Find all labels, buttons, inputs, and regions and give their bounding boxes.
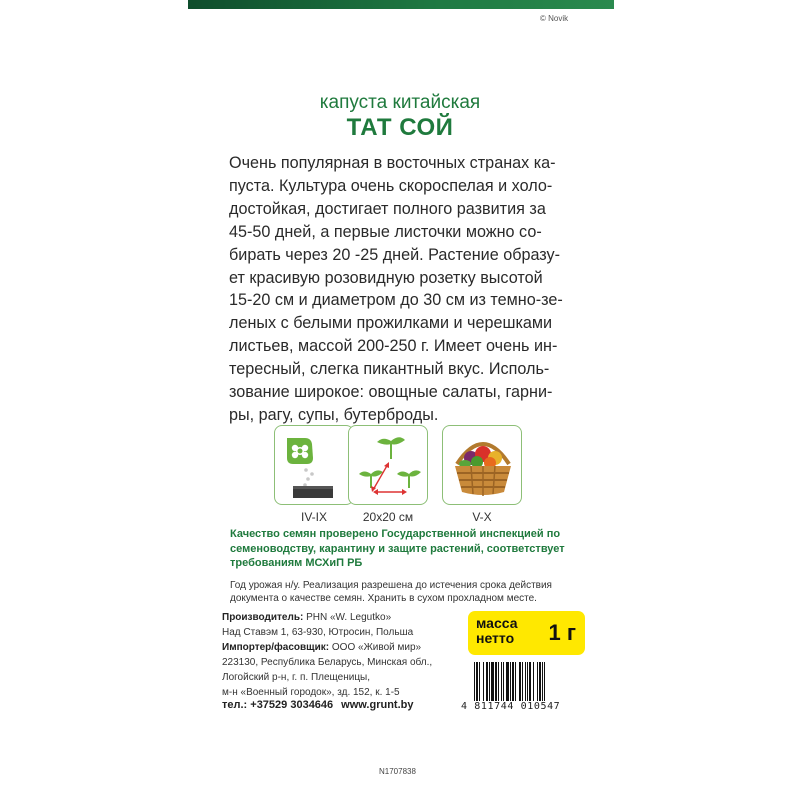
quality-line: Качество семян проверено Государственной инспекцией по	[230, 528, 561, 540]
product-title: ТАТ СОЙ	[346, 114, 454, 141]
harvest-period-label: V-X	[472, 510, 492, 524]
barcode-bar	[525, 662, 526, 702]
spacing-label: 20x20 см	[362, 510, 414, 524]
product-description	[229, 152, 575, 427]
barcode-bar	[529, 662, 531, 702]
harvest-line: документа о качестве семян. Хранить в сухом прохладном месте.	[230, 593, 537, 604]
barcode-bar	[539, 662, 541, 702]
barcode-bar	[479, 662, 480, 702]
barcode-bar	[483, 662, 484, 702]
top-green-bar	[188, 0, 614, 9]
barcode-bar	[527, 662, 528, 702]
copyright-text: © Novik	[540, 14, 569, 23]
harvest-line: Год урожая н/у. Реализация разрешена до истечения срока действия	[230, 580, 552, 591]
phone-number: тел.: +37529 3034646	[222, 699, 334, 711]
manufacturer-name: PHN «W. Legutko»	[303, 612, 392, 623]
description-line: пуста. Культура очень скороспелая и холо-	[229, 176, 553, 195]
barcode-bar	[542, 662, 543, 702]
barcode-bar	[495, 662, 497, 702]
description-line: ет красивую розовидную розетку высотой	[229, 268, 543, 287]
barcode-bar	[491, 662, 494, 702]
barcode-bar	[476, 662, 478, 702]
sowing-period-label: IV-IX	[300, 510, 327, 524]
barcode-bar	[537, 662, 538, 702]
net-weight-label-line: масса	[476, 615, 518, 631]
description-line: Очень популярная в восточных странах ка-	[229, 154, 556, 172]
barcode-bar	[506, 662, 509, 702]
description-line: тересный, слегка пикантный вкус. Исполь-	[229, 360, 550, 379]
barcode-bar	[522, 662, 523, 702]
importer-label: Импортер/фасовщик:	[222, 642, 330, 653]
importer-address-line: м-н «Военный городок», зд. 152, к. 1-5	[222, 687, 400, 698]
manufacturer-line	[222, 610, 472, 625]
contacts	[222, 699, 413, 711]
barcode-bar	[474, 662, 475, 702]
barcode-bar	[519, 662, 521, 702]
importer-address-line: Логойский р-н, г. п. Плещеницы,	[222, 672, 371, 683]
importer-name: ООО «Живой мир»	[329, 642, 422, 653]
description-line: бирать через 20 -25 дней. Растение образу-	[229, 245, 561, 264]
spacing-icon-box	[348, 425, 428, 505]
barcode-bar	[512, 662, 514, 702]
quality-line: требованиям МСХиП РБ	[230, 557, 363, 569]
description-line: леных с белыми прожилками и черешками	[229, 314, 553, 333]
harvest-icon-box	[442, 425, 522, 505]
net-weight-badge	[468, 611, 585, 655]
quality-line: семеноводству, карантину и защите растений, соответствует	[230, 542, 565, 555]
producer-info	[222, 610, 472, 700]
importer-line	[222, 640, 472, 655]
net-weight-label	[476, 616, 518, 646]
description-line: достойкая, достигает полного развития за	[229, 199, 546, 218]
net-weight-label-line: нетто	[476, 630, 515, 646]
harvest-storage-note	[230, 579, 590, 605]
barcode-bar	[544, 662, 545, 702]
barcode-bar	[498, 662, 499, 702]
barcode-digits: 4 811744 010547	[459, 701, 586, 712]
net-weight-value: 1 г	[548, 620, 576, 645]
barcode-bar	[486, 662, 488, 702]
description-line: 15-20 см и диаметром до 30 см из темно-зе-	[229, 291, 563, 310]
manufacturer-label: Производитель:	[222, 612, 304, 623]
manufacturer-address: Над Ставэм 1, 63-930, Ютросин, Польша	[222, 627, 414, 638]
sowing-icon	[275, 426, 355, 506]
website-link[interactable]: www.grunt.by	[341, 699, 414, 711]
barcode-bar	[489, 662, 490, 702]
description-line: ры, рагу, супы, бутерброды.	[229, 405, 439, 424]
product-subtitle: капуста китайская	[319, 92, 481, 113]
description-line: листьев, массой 200-250 г. Имеет очень ин-	[229, 337, 558, 356]
batch-number: N1707838	[379, 767, 416, 776]
description-line: зование широкое: овощные салаты, гарни-	[229, 383, 553, 402]
sowing-icon-box	[274, 425, 354, 505]
barcode-bar	[515, 662, 516, 702]
description-line: 45-50 дней, а первые листочки можно со-	[229, 222, 542, 241]
importer-address-line: 223130, Республика Беларусь, Минская обл.,	[222, 657, 433, 668]
barcode-bar	[510, 662, 511, 702]
barcode-bar	[501, 662, 502, 702]
harvest-basket-icon	[443, 426, 523, 506]
barcode-bar	[533, 662, 534, 702]
barcode-bar	[503, 662, 504, 702]
quality-statement	[230, 527, 590, 571]
seedling-spacing-icon	[349, 426, 429, 506]
